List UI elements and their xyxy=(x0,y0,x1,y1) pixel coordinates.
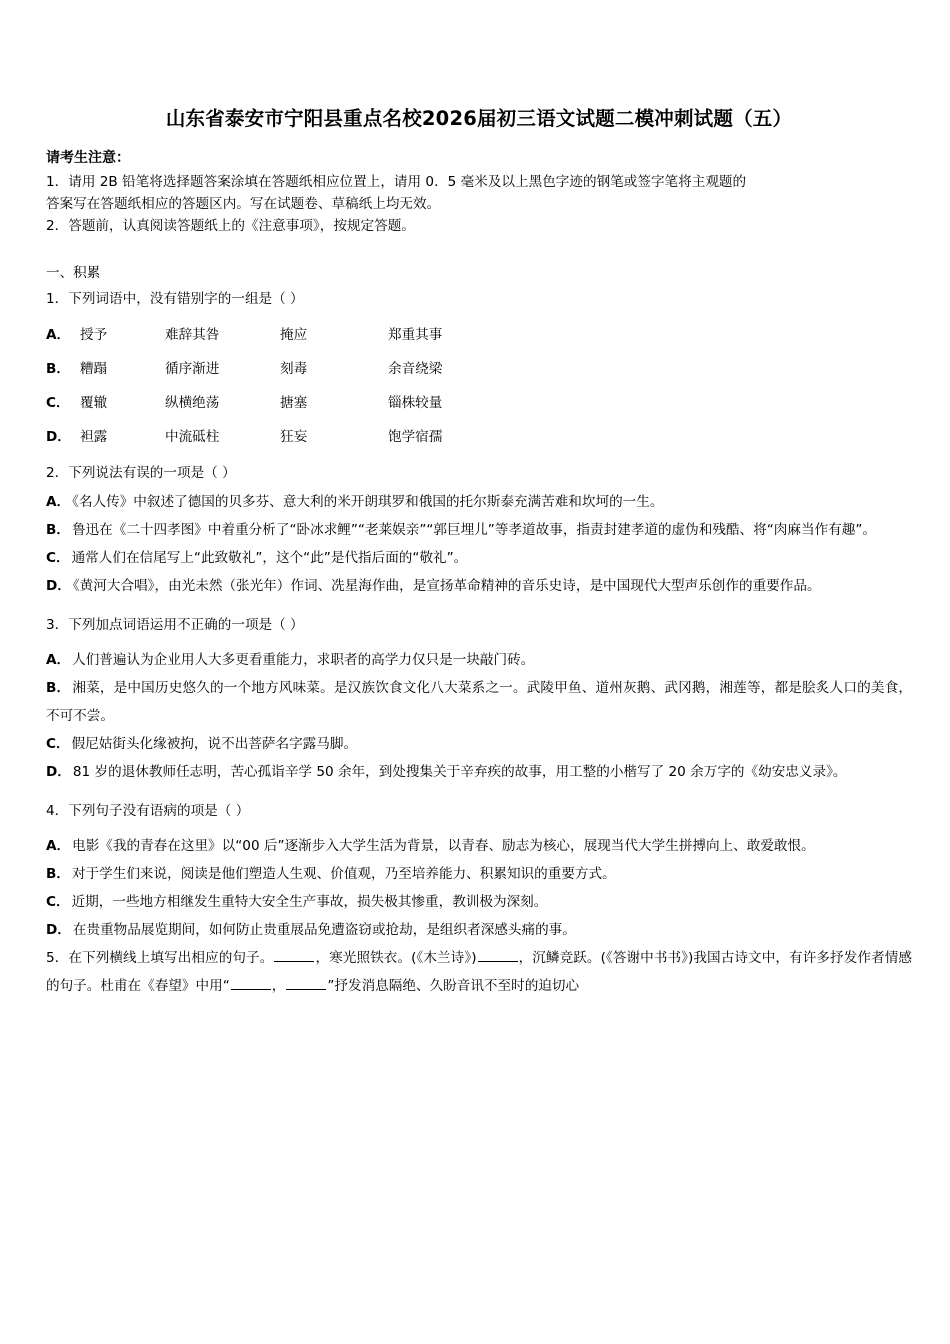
option-letter: C． xyxy=(46,394,70,411)
question-5-fill-in-blank[interactable] xyxy=(46,944,912,1000)
question-3-stem: 3．下列加点词语运用不正确的一项是（ ） xyxy=(46,616,304,633)
option-word-4: 余音绕梁 xyxy=(388,360,443,377)
option-word-3: 狂妄 xyxy=(280,428,308,445)
option-letter: D． xyxy=(46,428,71,445)
option-word-2: 循序渐进 xyxy=(165,360,220,377)
option-text: 对于学生们来说，阅读是他们塑造人生观、价值观，乃至培养能力、积累知识的重要方式。 xyxy=(71,865,616,882)
option-letter: B． xyxy=(46,521,70,538)
option-word-1: 覆辙 xyxy=(80,394,108,411)
option-text: 《黄河大合唱》，由光未然（张光年）作词、冼星海作曲，是宣扬革命精神的音乐史诗，是中国现代大型声乐创作的重要作品。 xyxy=(72,577,821,594)
option-letter: A． xyxy=(46,837,71,854)
option-word-4: 饱学宿孺 xyxy=(388,428,443,445)
notice-line-1: 1．请用 2B 铅笔将选择题答案涂填在答题纸相应位置上，请用 0．5 毫米及以上黑色字迹的钢笔或签字笔将主观题的 xyxy=(46,173,747,190)
option-letter: D． xyxy=(46,921,71,938)
option-text: 近期，一些地方相继发生重特大安全生产事故，损失极其惨重，教训极为深刻。 xyxy=(71,893,548,910)
question-5-part-5: ”抒发消息隔绝、久盼音讯不至时的迫切心 xyxy=(327,977,580,994)
page-content xyxy=(46,104,912,1000)
question-2-option-a[interactable] xyxy=(46,488,912,516)
option-word-1: 授予 xyxy=(80,326,108,343)
question-4-option-c[interactable] xyxy=(46,888,912,916)
option-text: 鲁迅在《二十四孝图》中着重分析了“卧冰求鲤”“老莱娱亲”“郭巨埋儿”等孝道故事，指责封建孝道的虚伪和残酷、将“肉麻当作有趣”。 xyxy=(71,521,876,538)
option-letter: C． xyxy=(46,735,70,752)
option-word-2: 中流砥柱 xyxy=(165,428,220,445)
option-letter: A． xyxy=(46,326,71,343)
option-text: 人们普遍认为企业用人大多更看重能力，求职者的高学力仅只是一块敲门砖。 xyxy=(72,651,535,668)
question-5-part-4: ， xyxy=(271,977,286,994)
question-3-option-a[interactable] xyxy=(46,646,912,674)
question-2-option-c[interactable] xyxy=(46,544,912,572)
question-2-option-b[interactable] xyxy=(46,516,912,544)
question-5-part-3: ，沉鳞竞跃。(《答谢中书书》)我国古诗文中，有许多抒发作者情感的句子。杜甫在《春望》中用“ xyxy=(46,949,912,994)
question-5-part-1: 5．在下列横线上填写出相应的句子。 xyxy=(46,949,274,966)
option-letter: C． xyxy=(46,549,70,566)
option-text: 湘菜，是中国历史悠久的一个地方风味菜。是汉族饮食文化八大菜系之一。武陵甲鱼、道州灰鹅、武冈鹅，湘莲等，都是脍炙人口的美食，不可不尝。 xyxy=(46,679,912,724)
question-2-stem: 2．下列说法有误的一项是（ ） xyxy=(46,464,236,481)
option-letter: A． xyxy=(46,493,71,510)
option-letter: B． xyxy=(46,679,71,696)
option-word-3: 搪塞 xyxy=(280,394,308,411)
option-word-1: 袒露 xyxy=(80,428,108,445)
question-1-options-table xyxy=(46,316,516,452)
option-word-3: 刻毒 xyxy=(280,360,308,377)
question-3-option-c[interactable] xyxy=(46,730,912,758)
option-letter: C． xyxy=(46,893,70,910)
option-word-3: 掩应 xyxy=(280,326,308,343)
table-row[interactable] xyxy=(46,418,516,452)
notice-line-2: 2．答题前，认真阅读答题纸上的《注意事项》，按规定答题。 xyxy=(46,217,415,234)
answer-blank-1[interactable] xyxy=(274,948,314,962)
answer-blank-4[interactable] xyxy=(286,976,326,990)
question-4-option-a[interactable] xyxy=(46,832,912,860)
question-4-option-b[interactable] xyxy=(46,860,912,888)
question-4-stem: 4．下列句子没有语病的项是（ ） xyxy=(46,802,250,819)
option-word-4: 郑重其事 xyxy=(388,326,443,343)
table-row[interactable] xyxy=(46,384,516,418)
option-word-4: 锱株较量 xyxy=(388,394,443,411)
exam-notice-block xyxy=(46,147,912,237)
option-text: 假尼姑街头化缘被拘，说不出菩萨名字露马脚。 xyxy=(71,735,358,752)
option-text: 电影《我的青春在这里》以“00 后”逐渐步入大学生活为背景，以青春、励志为核心，展现当代大学生拼搏向上、敢爱敢恨。 xyxy=(72,837,815,854)
option-letter: B． xyxy=(46,865,70,882)
option-letter: D． xyxy=(46,577,71,594)
option-text: 81 岁的退休教师任志明，苦心孤诣辛学 50 余年，到处搜集关于辛弃疾的故事，用工整的小楷写了 20 余万字的《幼安忠义录》。 xyxy=(72,763,847,780)
table-row[interactable] xyxy=(46,316,516,350)
option-letter: A． xyxy=(46,651,71,668)
option-word-2: 难辞其咎 xyxy=(165,326,220,343)
notice-heading: 请考生注意： xyxy=(46,150,130,167)
option-text: 在贵重物品展览期间，如何防止贵重展品免遭盗窃或抢劫，是组织者深感头痛的事。 xyxy=(72,921,576,938)
option-letter: D． xyxy=(46,763,71,780)
page-title: 山东省泰安市宁阳县重点名校2026届初三语文试题二模冲刺试题（五） xyxy=(165,107,793,130)
question-3-option-b[interactable] xyxy=(46,674,912,730)
question-4-option-d[interactable] xyxy=(46,916,912,944)
question-1-stem: 1．下列词语中，没有错别字的一组是（ ） xyxy=(46,290,304,307)
section-heading-accumulation: 一、积累 xyxy=(46,264,101,281)
question-5-part-2: ，寒光照铁衣。(《木兰诗》) xyxy=(315,949,477,966)
option-word-1: 糟蹋 xyxy=(80,360,108,377)
option-letter: B． xyxy=(46,360,70,377)
option-word-2: 纵横绝荡 xyxy=(165,394,220,411)
option-text: 通常人们在信尾写上“此致敬礼”，这个“此”是代指后面的“敬礼”。 xyxy=(71,549,468,566)
notice-line-1-continued: 答案写在答题纸相应的答题区内。写在试题卷、草稿纸上均无效。 xyxy=(46,195,441,212)
answer-blank-2[interactable] xyxy=(478,948,518,962)
question-2-option-d[interactable] xyxy=(46,572,912,600)
question-3-option-d[interactable] xyxy=(46,758,912,786)
table-row[interactable] xyxy=(46,350,516,384)
option-text: 《名人传》中叙述了德国的贝多芬、意大利的米开朗琪罗和俄国的托尔斯泰充满苦难和坎坷的一生。 xyxy=(72,493,664,510)
answer-blank-3[interactable] xyxy=(231,976,271,990)
